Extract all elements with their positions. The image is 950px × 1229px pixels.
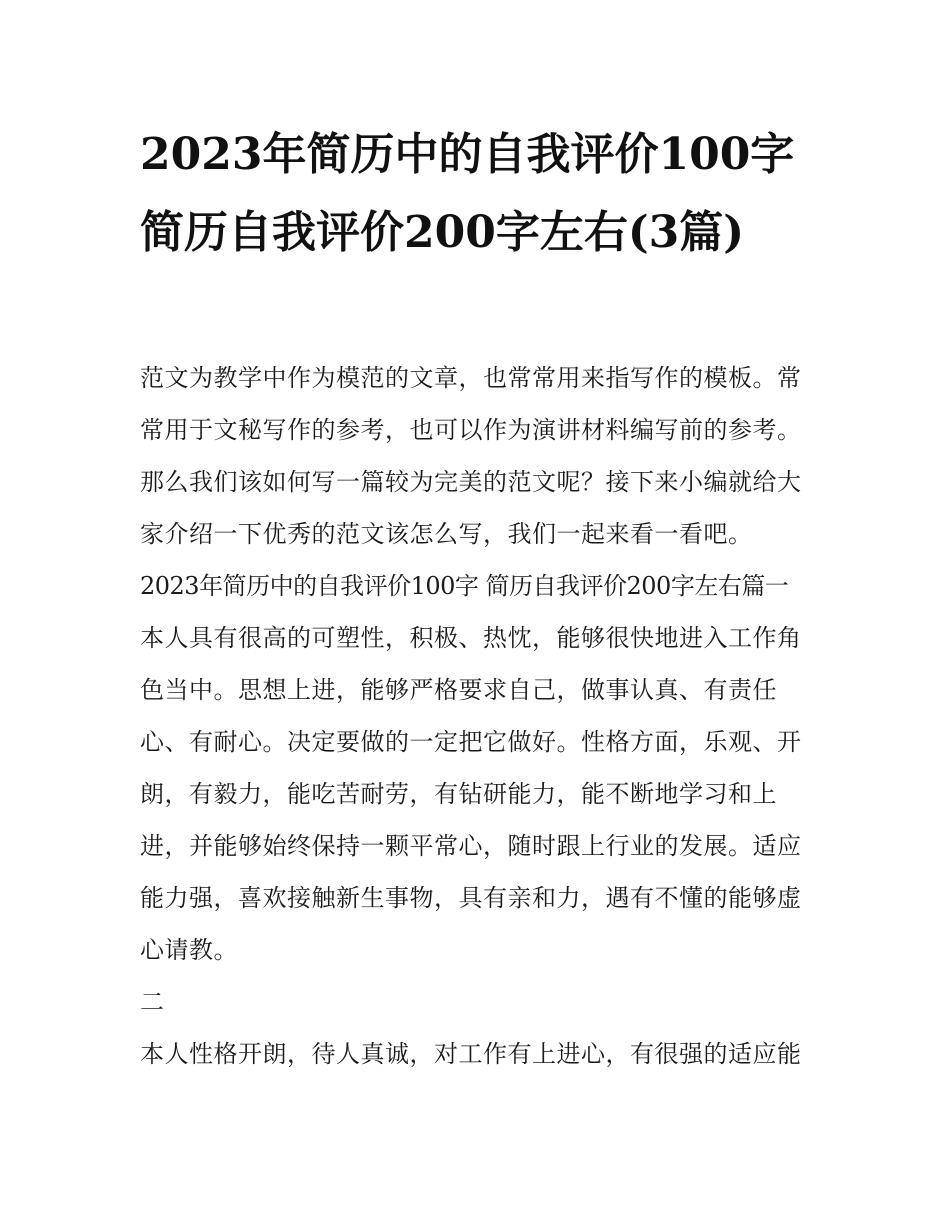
section-heading-one: 2023年简历中的自我评价100字 简历自我评价200字左右篇一 bbox=[140, 572, 789, 600]
document-body bbox=[140, 352, 818, 1080]
intro-paragraph: 范文为教学中作为模范的文章，也常常用来指写作的模板。常常用于文秘写作的参考，也可以作为演讲材料编写前的参考。那么我们该如何写一篇较为完美的范文呢？接下来小编就给大家介绍一下优秀的范文该怎么写，我们一起来看一看吧。 bbox=[140, 364, 802, 548]
self-evaluation-paragraph-one: 本人具有很高的可塑性，积极、热忱，能够很快地进入工作角色当中。思想上进，能够严格要求自己，做事认真、有责任心、有耐心。决定要做的一定把它做好。性格方面，乐观、开朗，有毅力，能吃苦耐劳，有钻研能力，能不断地学习和上进，并能够始终保持一颗平常心，随时跟上行业的发展。适应能力强，喜欢接触新生事物，具有亲和力，遇有不懂的能够虚心请教。 bbox=[140, 624, 802, 964]
self-evaluation-paragraph-two: 本人性格开朗，待人真诚，对工作有上进心，有很强的适应能 bbox=[140, 1040, 802, 1068]
section-heading-two: 二 bbox=[140, 988, 165, 1016]
document-title: 2023年简历中的自我评价100字 简历自我评价200字左右(3篇) bbox=[140, 129, 795, 258]
